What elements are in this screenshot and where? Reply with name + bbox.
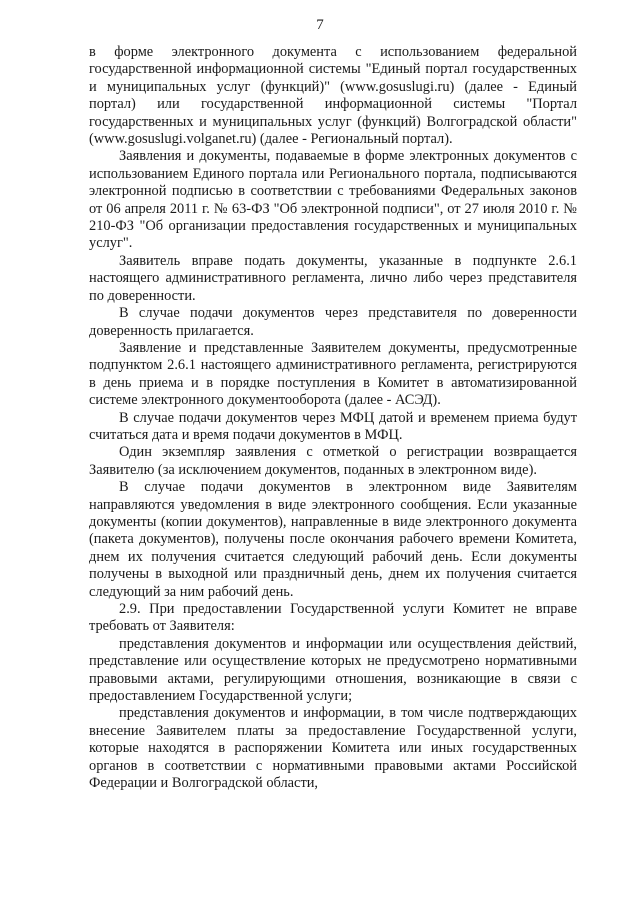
paragraph-registration: Заявление и представленные Заявителем документы, предусмотренные подпунктом 2.6.1 настоящего административного регламента, регистрируются в день приема и в порядке поступления в Комитет в автоматизированной системе электронного документооборота (далее - АСЭД). [89,339,577,409]
paragraph-applicant-submission: Заявитель вправе подать документы, указанные в подпункте 2.6.1 настоящего административного регламента, лично либо через представителя по доверенности. [89,252,577,304]
document-body [89,44,577,792]
paragraph-requirement-1: представления документов и информации или осуществления действий, представление или осуществление которых не предусмотрено нормативными правовыми актами, регулирующими отношения, возникающие в связи с предоставлением Государственной услуги; [89,635,577,705]
paragraph-electronic-form: в форме электронного документа с использованием федеральной государственной информационной системы "Единый портал государственных и муниципальных услуг (функций)" (www.gosuslugi.ru) (далее - Единый портал) или государственной информационной системы "Портал государственных и муниципальных услуг (функций) Волгоградской области" (www.gosuslugi.volganet.ru) (далее - Региональный портал). [89,44,577,148]
page-number: 7 [316,17,324,33]
paragraph-mfc-submission: В случае подачи документов через МФЦ датой и временем приема будут считаться дата и время подачи документов в МФЦ. [89,409,577,443]
paragraph-requirement-2: представления документов и информации, в том числе подтверждающих внесение Заявителем платы за предоставление Государственной услуги, которые находятся в распоряжении Комитета или иных государственных органов в соответствии с нормативными правовыми актами Российской Федерации и Волгоградской области, [89,705,577,792]
paragraph-section-2-9: 2.9. При предоставлении Государственной услуги Комитет не вправе требовать от Заявителя: [89,601,577,635]
paragraph-electronic-signature: Заявления и документы, подаваемые в форме электронных документов с использованием Единого портала или Регионального портала, подписываются электронной подписью в соответствии с требованиями Федеральных законов от 06 апреля 2011 г. № 63-ФЗ "Об электронной подписи", от 27 июля 2010 г. № 210-ФЗ "Об организации предоставления государственных и муниципальных услуг". [89,148,577,252]
paragraph-copy-returned: Один экземпляр заявления с отметкой о регистрации возвращается Заявителю (за исключением документов, поданных в электронном виде). [89,444,577,478]
paragraph-power-of-attorney: В случае подачи документов через представителя по доверенности доверенность прилагается. [89,305,577,339]
paragraph-electronic-notifications: В случае подачи документов в электронном виде Заявителям направляются уведомления в виде электронного сообщения. Если указанные документы (копии документов), направленные в виде электронного документа (пакета документов), получены после окончания рабочего времени Комитета, днем их получения считается следующий рабочий день. Если документы получены в выходной или праздничный день, днем их получения считается следующий за ним рабочий день. [89,479,577,600]
